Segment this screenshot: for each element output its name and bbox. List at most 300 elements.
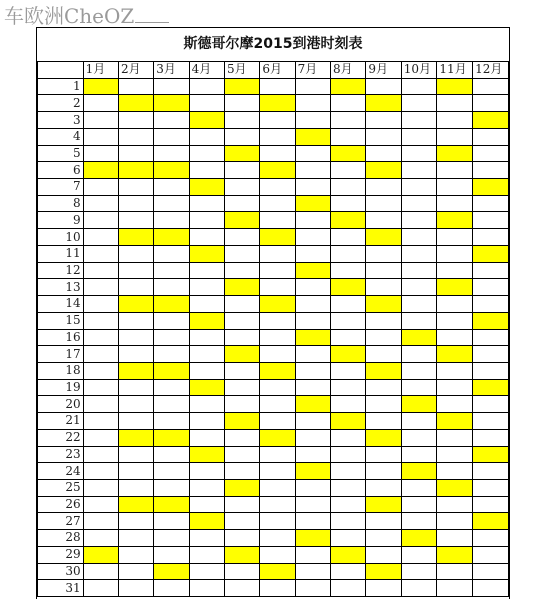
arrival-cell[interactable] (83, 346, 118, 363)
arrival-cell[interactable] (366, 580, 401, 597)
month-header[interactable]: 4月 (189, 62, 224, 79)
arrival-cell[interactable] (295, 229, 330, 246)
arrival-cell[interactable] (366, 329, 401, 346)
arrival-cell[interactable] (83, 296, 118, 313)
arrival-cell[interactable] (401, 78, 437, 95)
arrival-cell[interactable] (224, 379, 259, 396)
arrival-cell[interactable] (224, 362, 259, 379)
arrival-cell[interactable] (437, 245, 473, 262)
arrival-cell[interactable] (401, 413, 437, 430)
arrival-cell[interactable] (189, 580, 224, 597)
arrival-cell[interactable] (331, 479, 366, 496)
arrival-cell[interactable] (83, 479, 118, 496)
arrival-cell-highlighted[interactable] (437, 78, 473, 95)
arrival-cell[interactable] (295, 212, 330, 229)
arrival-cell[interactable] (118, 446, 153, 463)
arrival-cell[interactable] (473, 279, 509, 296)
arrival-cell[interactable] (189, 195, 224, 212)
arrival-cell[interactable] (473, 563, 509, 580)
arrival-cell[interactable] (83, 112, 118, 129)
arrival-cell-highlighted[interactable] (295, 530, 330, 547)
arrival-cell[interactable] (473, 145, 509, 162)
arrival-cell[interactable] (260, 112, 295, 129)
day-number[interactable]: 20 (38, 396, 84, 413)
arrival-cell[interactable] (118, 546, 153, 563)
arrival-cell[interactable] (295, 446, 330, 463)
arrival-cell[interactable] (154, 145, 189, 162)
arrival-cell[interactable] (437, 396, 473, 413)
arrival-cell[interactable] (473, 463, 509, 480)
arrival-cell[interactable] (154, 112, 189, 129)
arrival-cell[interactable] (260, 513, 295, 530)
arrival-cell-highlighted[interactable] (366, 429, 401, 446)
arrival-cell[interactable] (189, 128, 224, 145)
arrival-cell-highlighted[interactable] (118, 496, 153, 513)
arrival-cell[interactable] (154, 262, 189, 279)
day-number[interactable]: 21 (38, 413, 84, 430)
arrival-cell[interactable] (473, 479, 509, 496)
arrival-cell[interactable] (437, 513, 473, 530)
arrival-cell[interactable] (154, 179, 189, 196)
arrival-cell[interactable] (83, 229, 118, 246)
arrival-cell-highlighted[interactable] (154, 229, 189, 246)
arrival-cell[interactable] (473, 530, 509, 547)
arrival-cell[interactable] (401, 162, 437, 179)
arrival-cell[interactable] (401, 479, 437, 496)
arrival-cell[interactable] (224, 446, 259, 463)
arrival-cell[interactable] (118, 479, 153, 496)
arrival-cell[interactable] (401, 513, 437, 530)
arrival-cell-highlighted[interactable] (331, 279, 366, 296)
arrival-cell-highlighted[interactable] (437, 546, 473, 563)
arrival-cell[interactable] (473, 212, 509, 229)
arrival-cell[interactable] (366, 379, 401, 396)
arrival-cell[interactable] (331, 245, 366, 262)
arrival-cell[interactable] (295, 580, 330, 597)
arrival-cell-highlighted[interactable] (224, 346, 259, 363)
arrival-cell[interactable] (366, 463, 401, 480)
arrival-cell[interactable] (83, 429, 118, 446)
arrival-cell[interactable] (189, 279, 224, 296)
arrival-cell[interactable] (401, 145, 437, 162)
arrival-cell-highlighted[interactable] (260, 162, 295, 179)
arrival-cell[interactable] (83, 563, 118, 580)
arrival-cell[interactable] (189, 296, 224, 313)
arrival-cell[interactable] (83, 329, 118, 346)
arrival-cell-highlighted[interactable] (366, 296, 401, 313)
arrival-cell[interactable] (473, 413, 509, 430)
arrival-cell-highlighted[interactable] (366, 95, 401, 112)
arrival-cell[interactable] (189, 479, 224, 496)
arrival-cell[interactable] (260, 279, 295, 296)
day-number[interactable]: 14 (38, 296, 84, 313)
arrival-cell-highlighted[interactable] (118, 429, 153, 446)
arrival-cell[interactable] (83, 145, 118, 162)
arrival-cell[interactable] (401, 496, 437, 513)
arrival-cell[interactable] (83, 496, 118, 513)
arrival-cell-highlighted[interactable] (224, 479, 259, 496)
arrival-cell-highlighted[interactable] (437, 346, 473, 363)
arrival-cell[interactable] (260, 413, 295, 430)
arrival-cell[interactable] (83, 446, 118, 463)
arrival-cell-highlighted[interactable] (83, 78, 118, 95)
arrival-cell[interactable] (189, 229, 224, 246)
arrival-cell[interactable] (83, 530, 118, 547)
arrival-cell-highlighted[interactable] (473, 379, 509, 396)
arrival-cell[interactable] (224, 429, 259, 446)
day-number[interactable]: 5 (38, 145, 84, 162)
arrival-cell[interactable] (189, 496, 224, 513)
arrival-cell[interactable] (118, 179, 153, 196)
day-number[interactable]: 10 (38, 229, 84, 246)
arrival-cell-highlighted[interactable] (118, 229, 153, 246)
arrival-cell[interactable] (401, 212, 437, 229)
arrival-cell-highlighted[interactable] (295, 195, 330, 212)
arrival-cell[interactable] (118, 245, 153, 262)
arrival-cell[interactable] (189, 78, 224, 95)
arrival-cell[interactable] (224, 563, 259, 580)
arrival-cell-highlighted[interactable] (401, 329, 437, 346)
arrival-cell[interactable] (224, 128, 259, 145)
arrival-cell-highlighted[interactable] (473, 179, 509, 196)
arrival-cell-highlighted[interactable] (189, 312, 224, 329)
arrival-cell-highlighted[interactable] (118, 95, 153, 112)
arrival-cell[interactable] (260, 195, 295, 212)
arrival-cell[interactable] (331, 112, 366, 129)
arrival-cell[interactable] (154, 446, 189, 463)
arrival-cell-highlighted[interactable] (154, 162, 189, 179)
arrival-cell[interactable] (437, 95, 473, 112)
month-header[interactable]: 11月 (437, 62, 473, 79)
arrival-cell[interactable] (473, 95, 509, 112)
arrival-cell[interactable] (260, 245, 295, 262)
arrival-cell[interactable] (295, 95, 330, 112)
arrival-cell[interactable] (366, 212, 401, 229)
arrival-cell-highlighted[interactable] (224, 145, 259, 162)
arrival-cell[interactable] (154, 479, 189, 496)
day-number[interactable]: 25 (38, 479, 84, 496)
arrival-cell[interactable] (154, 580, 189, 597)
arrival-cell[interactable] (83, 463, 118, 480)
arrival-cell-highlighted[interactable] (154, 95, 189, 112)
arrival-cell[interactable] (331, 429, 366, 446)
arrival-cell[interactable] (260, 379, 295, 396)
arrival-cell[interactable] (189, 262, 224, 279)
arrival-cell[interactable] (366, 179, 401, 196)
arrival-cell[interactable] (437, 195, 473, 212)
arrival-cell[interactable] (118, 262, 153, 279)
day-number[interactable]: 7 (38, 179, 84, 196)
arrival-cell[interactable] (437, 179, 473, 196)
day-number[interactable]: 3 (38, 112, 84, 129)
arrival-cell[interactable] (437, 128, 473, 145)
day-number[interactable]: 8 (38, 195, 84, 212)
arrival-cell[interactable] (437, 446, 473, 463)
arrival-cell[interactable] (224, 95, 259, 112)
day-number[interactable]: 4 (38, 128, 84, 145)
month-header[interactable]: 6月 (260, 62, 295, 79)
arrival-cell[interactable] (154, 329, 189, 346)
day-number[interactable]: 28 (38, 530, 84, 547)
arrival-cell[interactable] (189, 362, 224, 379)
arrival-cell[interactable] (118, 396, 153, 413)
arrival-cell-highlighted[interactable] (189, 379, 224, 396)
arrival-cell[interactable] (331, 446, 366, 463)
arrival-cell[interactable] (154, 346, 189, 363)
day-number[interactable]: 30 (38, 563, 84, 580)
arrival-cell[interactable] (260, 446, 295, 463)
arrival-cell[interactable] (260, 580, 295, 597)
arrival-cell[interactable] (331, 530, 366, 547)
arrival-cell[interactable] (473, 429, 509, 446)
arrival-cell[interactable] (224, 496, 259, 513)
arrival-cell-highlighted[interactable] (437, 145, 473, 162)
arrival-cell[interactable] (401, 245, 437, 262)
arrival-cell[interactable] (154, 413, 189, 430)
arrival-cell-highlighted[interactable] (401, 396, 437, 413)
arrival-cell[interactable] (401, 296, 437, 313)
arrival-cell[interactable] (118, 112, 153, 129)
arrival-cell[interactable] (260, 312, 295, 329)
arrival-cell[interactable] (331, 312, 366, 329)
arrival-cell[interactable] (401, 346, 437, 363)
arrival-cell[interactable] (83, 95, 118, 112)
arrival-cell[interactable] (401, 128, 437, 145)
arrival-cell[interactable] (260, 396, 295, 413)
arrival-cell-highlighted[interactable] (331, 346, 366, 363)
arrival-cell[interactable] (83, 362, 118, 379)
arrival-cell[interactable] (224, 262, 259, 279)
arrival-cell[interactable] (331, 179, 366, 196)
arrival-cell[interactable] (154, 212, 189, 229)
arrival-cell[interactable] (331, 195, 366, 212)
arrival-cell[interactable] (189, 563, 224, 580)
arrival-cell[interactable] (366, 279, 401, 296)
arrival-cell-highlighted[interactable] (260, 95, 295, 112)
arrival-cell[interactable] (331, 128, 366, 145)
day-number[interactable]: 31 (38, 580, 84, 597)
arrival-cell[interactable] (83, 179, 118, 196)
arrival-cell[interactable] (260, 496, 295, 513)
arrival-cell[interactable] (189, 396, 224, 413)
arrival-cell[interactable] (331, 362, 366, 379)
month-header[interactable]: 7月 (295, 62, 330, 79)
day-number[interactable]: 22 (38, 429, 84, 446)
arrival-cell[interactable] (189, 346, 224, 363)
arrival-cell[interactable] (224, 229, 259, 246)
arrival-cell[interactable] (260, 546, 295, 563)
arrival-cell[interactable] (118, 312, 153, 329)
month-header[interactable]: 9月 (366, 62, 401, 79)
arrival-cell[interactable] (224, 179, 259, 196)
arrival-cell[interactable] (118, 78, 153, 95)
arrival-cell[interactable] (295, 312, 330, 329)
arrival-cell[interactable] (224, 296, 259, 313)
arrival-cell[interactable] (189, 463, 224, 480)
arrival-cell[interactable] (224, 329, 259, 346)
arrival-cell[interactable] (118, 145, 153, 162)
arrival-cell[interactable] (366, 446, 401, 463)
arrival-cell[interactable] (366, 479, 401, 496)
arrival-cell[interactable] (366, 513, 401, 530)
arrival-cell[interactable] (83, 128, 118, 145)
arrival-cell[interactable] (295, 279, 330, 296)
arrival-cell[interactable] (295, 496, 330, 513)
arrival-cell[interactable] (83, 212, 118, 229)
arrival-cell[interactable] (366, 245, 401, 262)
arrival-cell[interactable] (366, 413, 401, 430)
arrival-cell[interactable] (295, 563, 330, 580)
arrival-cell[interactable] (154, 128, 189, 145)
arrival-cell[interactable] (366, 112, 401, 129)
day-number[interactable]: 23 (38, 446, 84, 463)
arrival-cell[interactable] (260, 463, 295, 480)
arrival-cell[interactable] (331, 162, 366, 179)
arrival-cell-highlighted[interactable] (295, 463, 330, 480)
day-number[interactable]: 17 (38, 346, 84, 363)
arrival-cell-highlighted[interactable] (260, 229, 295, 246)
day-number[interactable]: 15 (38, 312, 84, 329)
arrival-cell[interactable] (224, 530, 259, 547)
arrival-cell[interactable] (331, 496, 366, 513)
arrival-cell[interactable] (118, 346, 153, 363)
arrival-cell[interactable] (189, 429, 224, 446)
month-header[interactable]: 2月 (118, 62, 153, 79)
arrival-cell[interactable] (437, 162, 473, 179)
month-header[interactable]: 8月 (331, 62, 366, 79)
day-number[interactable]: 1 (38, 78, 84, 95)
arrival-cell-highlighted[interactable] (189, 179, 224, 196)
arrival-cell[interactable] (118, 195, 153, 212)
day-number[interactable]: 26 (38, 496, 84, 513)
arrival-cell-highlighted[interactable] (260, 296, 295, 313)
arrival-cell-highlighted[interactable] (224, 212, 259, 229)
arrival-cell[interactable] (224, 245, 259, 262)
arrival-cell[interactable] (473, 346, 509, 363)
arrival-cell-highlighted[interactable] (473, 312, 509, 329)
arrival-cell[interactable] (401, 112, 437, 129)
arrival-cell-highlighted[interactable] (331, 145, 366, 162)
arrival-cell-highlighted[interactable] (366, 563, 401, 580)
day-number[interactable]: 13 (38, 279, 84, 296)
arrival-cell[interactable] (224, 112, 259, 129)
arrival-cell[interactable] (331, 229, 366, 246)
arrival-cell-highlighted[interactable] (331, 546, 366, 563)
arrival-cell[interactable] (366, 346, 401, 363)
arrival-cell[interactable] (366, 312, 401, 329)
arrival-cell[interactable] (437, 229, 473, 246)
arrival-cell[interactable] (401, 446, 437, 463)
arrival-cell[interactable] (473, 396, 509, 413)
arrival-cell[interactable] (295, 296, 330, 313)
arrival-cell[interactable] (331, 379, 366, 396)
arrival-cell[interactable] (83, 396, 118, 413)
month-header[interactable]: 5月 (224, 62, 259, 79)
arrival-cell[interactable] (189, 530, 224, 547)
arrival-cell[interactable] (331, 329, 366, 346)
day-number[interactable]: 2 (38, 95, 84, 112)
arrival-cell[interactable] (295, 145, 330, 162)
arrival-cell[interactable] (118, 563, 153, 580)
month-header[interactable]: 12月 (473, 62, 509, 79)
arrival-cell[interactable] (401, 563, 437, 580)
arrival-cell-highlighted[interactable] (366, 229, 401, 246)
day-number[interactable]: 6 (38, 162, 84, 179)
arrival-cell-highlighted[interactable] (189, 112, 224, 129)
arrival-cell[interactable] (189, 212, 224, 229)
arrival-cell-highlighted[interactable] (295, 396, 330, 413)
arrival-cell[interactable] (473, 78, 509, 95)
arrival-cell[interactable] (83, 279, 118, 296)
arrival-cell[interactable] (154, 396, 189, 413)
arrival-cell[interactable] (260, 78, 295, 95)
arrival-cell[interactable] (295, 162, 330, 179)
arrival-cell[interactable] (83, 262, 118, 279)
arrival-cell[interactable] (295, 346, 330, 363)
arrival-cell[interactable] (224, 396, 259, 413)
arrival-cell[interactable] (224, 312, 259, 329)
arrival-cell[interactable] (437, 262, 473, 279)
arrival-cell[interactable] (189, 145, 224, 162)
arrival-cell[interactable] (366, 396, 401, 413)
arrival-cell[interactable] (473, 262, 509, 279)
arrival-cell[interactable] (260, 479, 295, 496)
arrival-cell[interactable] (401, 262, 437, 279)
arrival-cell[interactable] (366, 145, 401, 162)
arrival-cell[interactable] (331, 296, 366, 313)
arrival-cell[interactable] (437, 379, 473, 396)
arrival-cell[interactable] (366, 195, 401, 212)
arrival-cell[interactable] (401, 580, 437, 597)
arrival-cell[interactable] (331, 563, 366, 580)
arrival-cell-highlighted[interactable] (473, 245, 509, 262)
arrival-cell[interactable] (260, 262, 295, 279)
day-number[interactable]: 24 (38, 463, 84, 480)
arrival-cell[interactable] (224, 580, 259, 597)
arrival-cell[interactable] (154, 463, 189, 480)
arrival-cell[interactable] (295, 379, 330, 396)
arrival-cell-highlighted[interactable] (366, 162, 401, 179)
arrival-cell[interactable] (118, 463, 153, 480)
arrival-cell[interactable] (83, 312, 118, 329)
arrival-cell[interactable] (295, 546, 330, 563)
arrival-cell[interactable] (295, 362, 330, 379)
arrival-cell-highlighted[interactable] (189, 446, 224, 463)
arrival-cell[interactable] (154, 513, 189, 530)
arrival-cell[interactable] (83, 379, 118, 396)
day-number[interactable]: 19 (38, 379, 84, 396)
arrival-cell[interactable] (295, 479, 330, 496)
arrival-cell[interactable] (473, 580, 509, 597)
arrival-cell[interactable] (224, 162, 259, 179)
arrival-cell[interactable] (83, 580, 118, 597)
arrival-cell[interactable] (401, 229, 437, 246)
arrival-cell[interactable] (366, 546, 401, 563)
arrival-cell-highlighted[interactable] (154, 362, 189, 379)
arrival-cell[interactable] (331, 95, 366, 112)
arrival-cell[interactable] (295, 245, 330, 262)
arrival-cell[interactable] (224, 195, 259, 212)
arrival-cell[interactable] (118, 580, 153, 597)
arrival-cell[interactable] (83, 513, 118, 530)
arrival-cell-highlighted[interactable] (295, 128, 330, 145)
arrival-cell[interactable] (154, 195, 189, 212)
day-number[interactable]: 12 (38, 262, 84, 279)
arrival-cell[interactable] (473, 296, 509, 313)
arrival-cell[interactable] (295, 429, 330, 446)
day-number[interactable]: 16 (38, 329, 84, 346)
month-header[interactable]: 1月 (83, 62, 118, 79)
